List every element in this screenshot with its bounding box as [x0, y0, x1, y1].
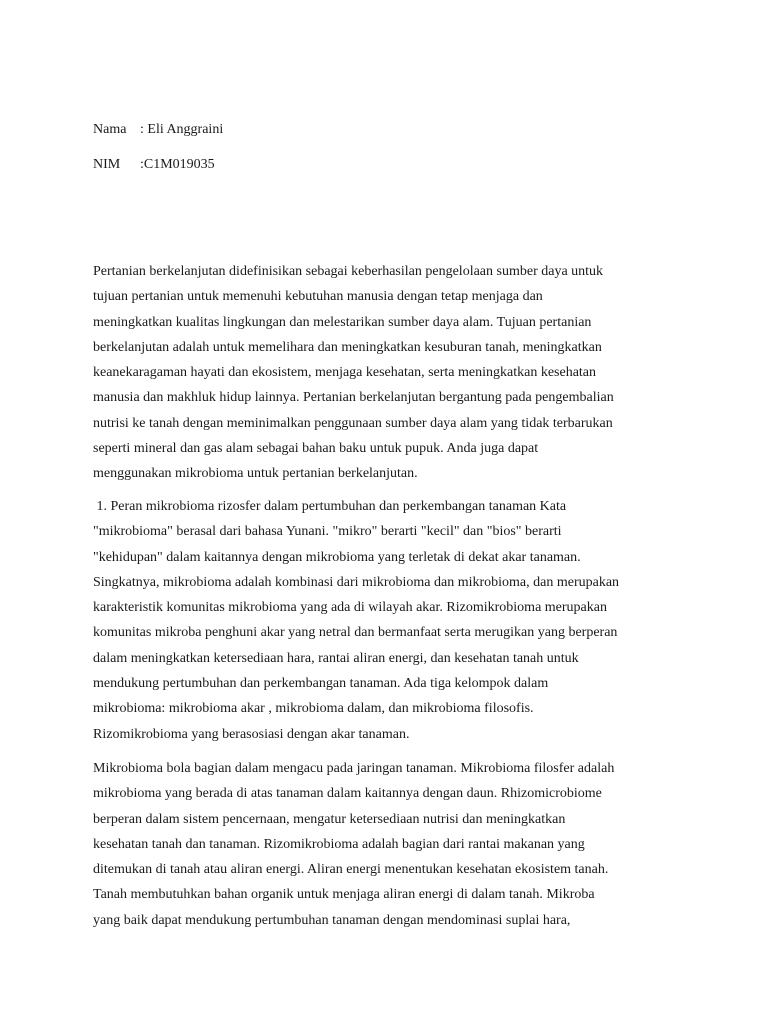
name-label: Nama	[93, 122, 127, 137]
student-name: Eli Anggraini	[147, 122, 224, 137]
student-id-field	[93, 156, 215, 174]
paragraph-line: Mikrobioma bola bagian dalam mengacu pada jaringan tanaman. Mikrobioma filosfer adalah	[93, 761, 615, 776]
paragraph-line: berkelanjutan adalah untuk memelihara dan meningkatkan kesuburan tanah, meningkatkan	[93, 339, 602, 355]
name-separator: :	[140, 122, 144, 137]
paragraph-line: manusia dan makhluk hidup lainnya. Pertanian berkelanjutan bergantung pada pengembalian	[93, 390, 614, 406]
paragraph-line: Singkatnya, mikrobioma adalah kombinasi dari mikrobioma dan mikrobioma, dan merupakan	[93, 574, 620, 590]
paragraph-line: nutrisi ke tanah dengan meminimalkan penggunaan sumber daya alam yang tidak terbarukan	[93, 415, 613, 431]
paragraph-line: menggunakan mikrobioma untuk pertanian berkelanjutan.	[93, 466, 418, 482]
paragraph-line: kesehatan tanah dan tanaman. Rizomikrobioma adalah bagian dari rantai makanan yang	[93, 836, 585, 852]
paragraph-line: berperan dalam sistem pencernaan, mengatur ketersediaan nutrisi dan meningkatkan	[93, 811, 566, 827]
paragraph-line: seperti mineral dan gas alam sebagai bahan baku untuk pupuk. Anda juga dapat	[93, 441, 539, 457]
paragraph-line: yang baik dapat mendukung pertumbuhan tanaman dengan mendominasi suplai hara,	[93, 912, 571, 928]
student-name-field	[93, 121, 223, 139]
paragraph-line: karakteristik komunitas mikrobioma yang ada di wilayah akar. Rizomikrobioma merupakan	[93, 600, 607, 616]
paragraph-line: keanekaragaman hayati dan ekosistem, menjaga kesehatan, serta meningkatkan kesehatan	[93, 365, 597, 381]
nim-separator: :	[140, 157, 144, 172]
paragraph-line: tujuan pertanian untuk memenuhi kebutuhan manusia dengan tetap menjaga dan	[93, 289, 543, 305]
student-id: C1M019035	[143, 157, 215, 172]
paragraph-line: Tanah membutuhkan bahan organik untuk menjaga aliran energi di dalam tanah. Mikroba	[93, 887, 595, 903]
paragraph-line: "kehidupan" dalam kaitannya dengan mikrobioma yang terletak di dekat akar tanaman.	[93, 549, 581, 565]
paragraph-line: mendukung pertumbuhan dan perkembangan tanaman. Ada tiga kelompok dalam	[93, 676, 549, 692]
paragraph-microbiome	[93, 756, 705, 933]
paragraph-section-1	[93, 494, 705, 747]
paragraph-line: meningkatkan kualitas lingkungan dan melestarikan sumber daya alam. Tujuan pertanian	[93, 314, 592, 330]
paragraph-line: ditemukan di tanah atau aliran energi. Aliran energi menentukan kesehatan ekosistem tanah.	[93, 862, 609, 878]
paragraph-line: mikrobioma yang berada di atas tanaman dalam kaitannya dengan daun. Rhizomicrobiome	[93, 786, 602, 802]
nim-label: NIM	[93, 157, 121, 172]
paragraph-line: 1. Peran mikrobioma rizosfer dalam pertumbuhan dan perkembangan tanaman Kata	[93, 499, 567, 514]
paragraph-line: dalam meningkatkan ketersediaan hara, rantai aliran energi, dan kesehatan tanah untuk	[93, 650, 579, 666]
paragraph-line: komunitas mikroba penghuni akar yang netral dan bermanfaat serta merugikan yang berperan	[93, 625, 618, 641]
paragraph-line: Pertanian berkelanjutan didefinisikan sebagai keberhasilan pengelolaan sumber daya untuk	[93, 264, 604, 279]
paragraph-line: Rizomikrobioma yang berasosiasi dengan akar tanaman.	[93, 726, 410, 742]
paragraph-intro	[93, 259, 705, 487]
paragraph-line: mikrobioma: mikrobioma akar , mikrobioma dalam, dan mikrobioma filosofis.	[93, 701, 534, 717]
paragraph-line: "mikrobioma" berasal dari bahasa Yunani. "mikro" berarti "kecil" dan "bios" berarti	[93, 524, 562, 540]
